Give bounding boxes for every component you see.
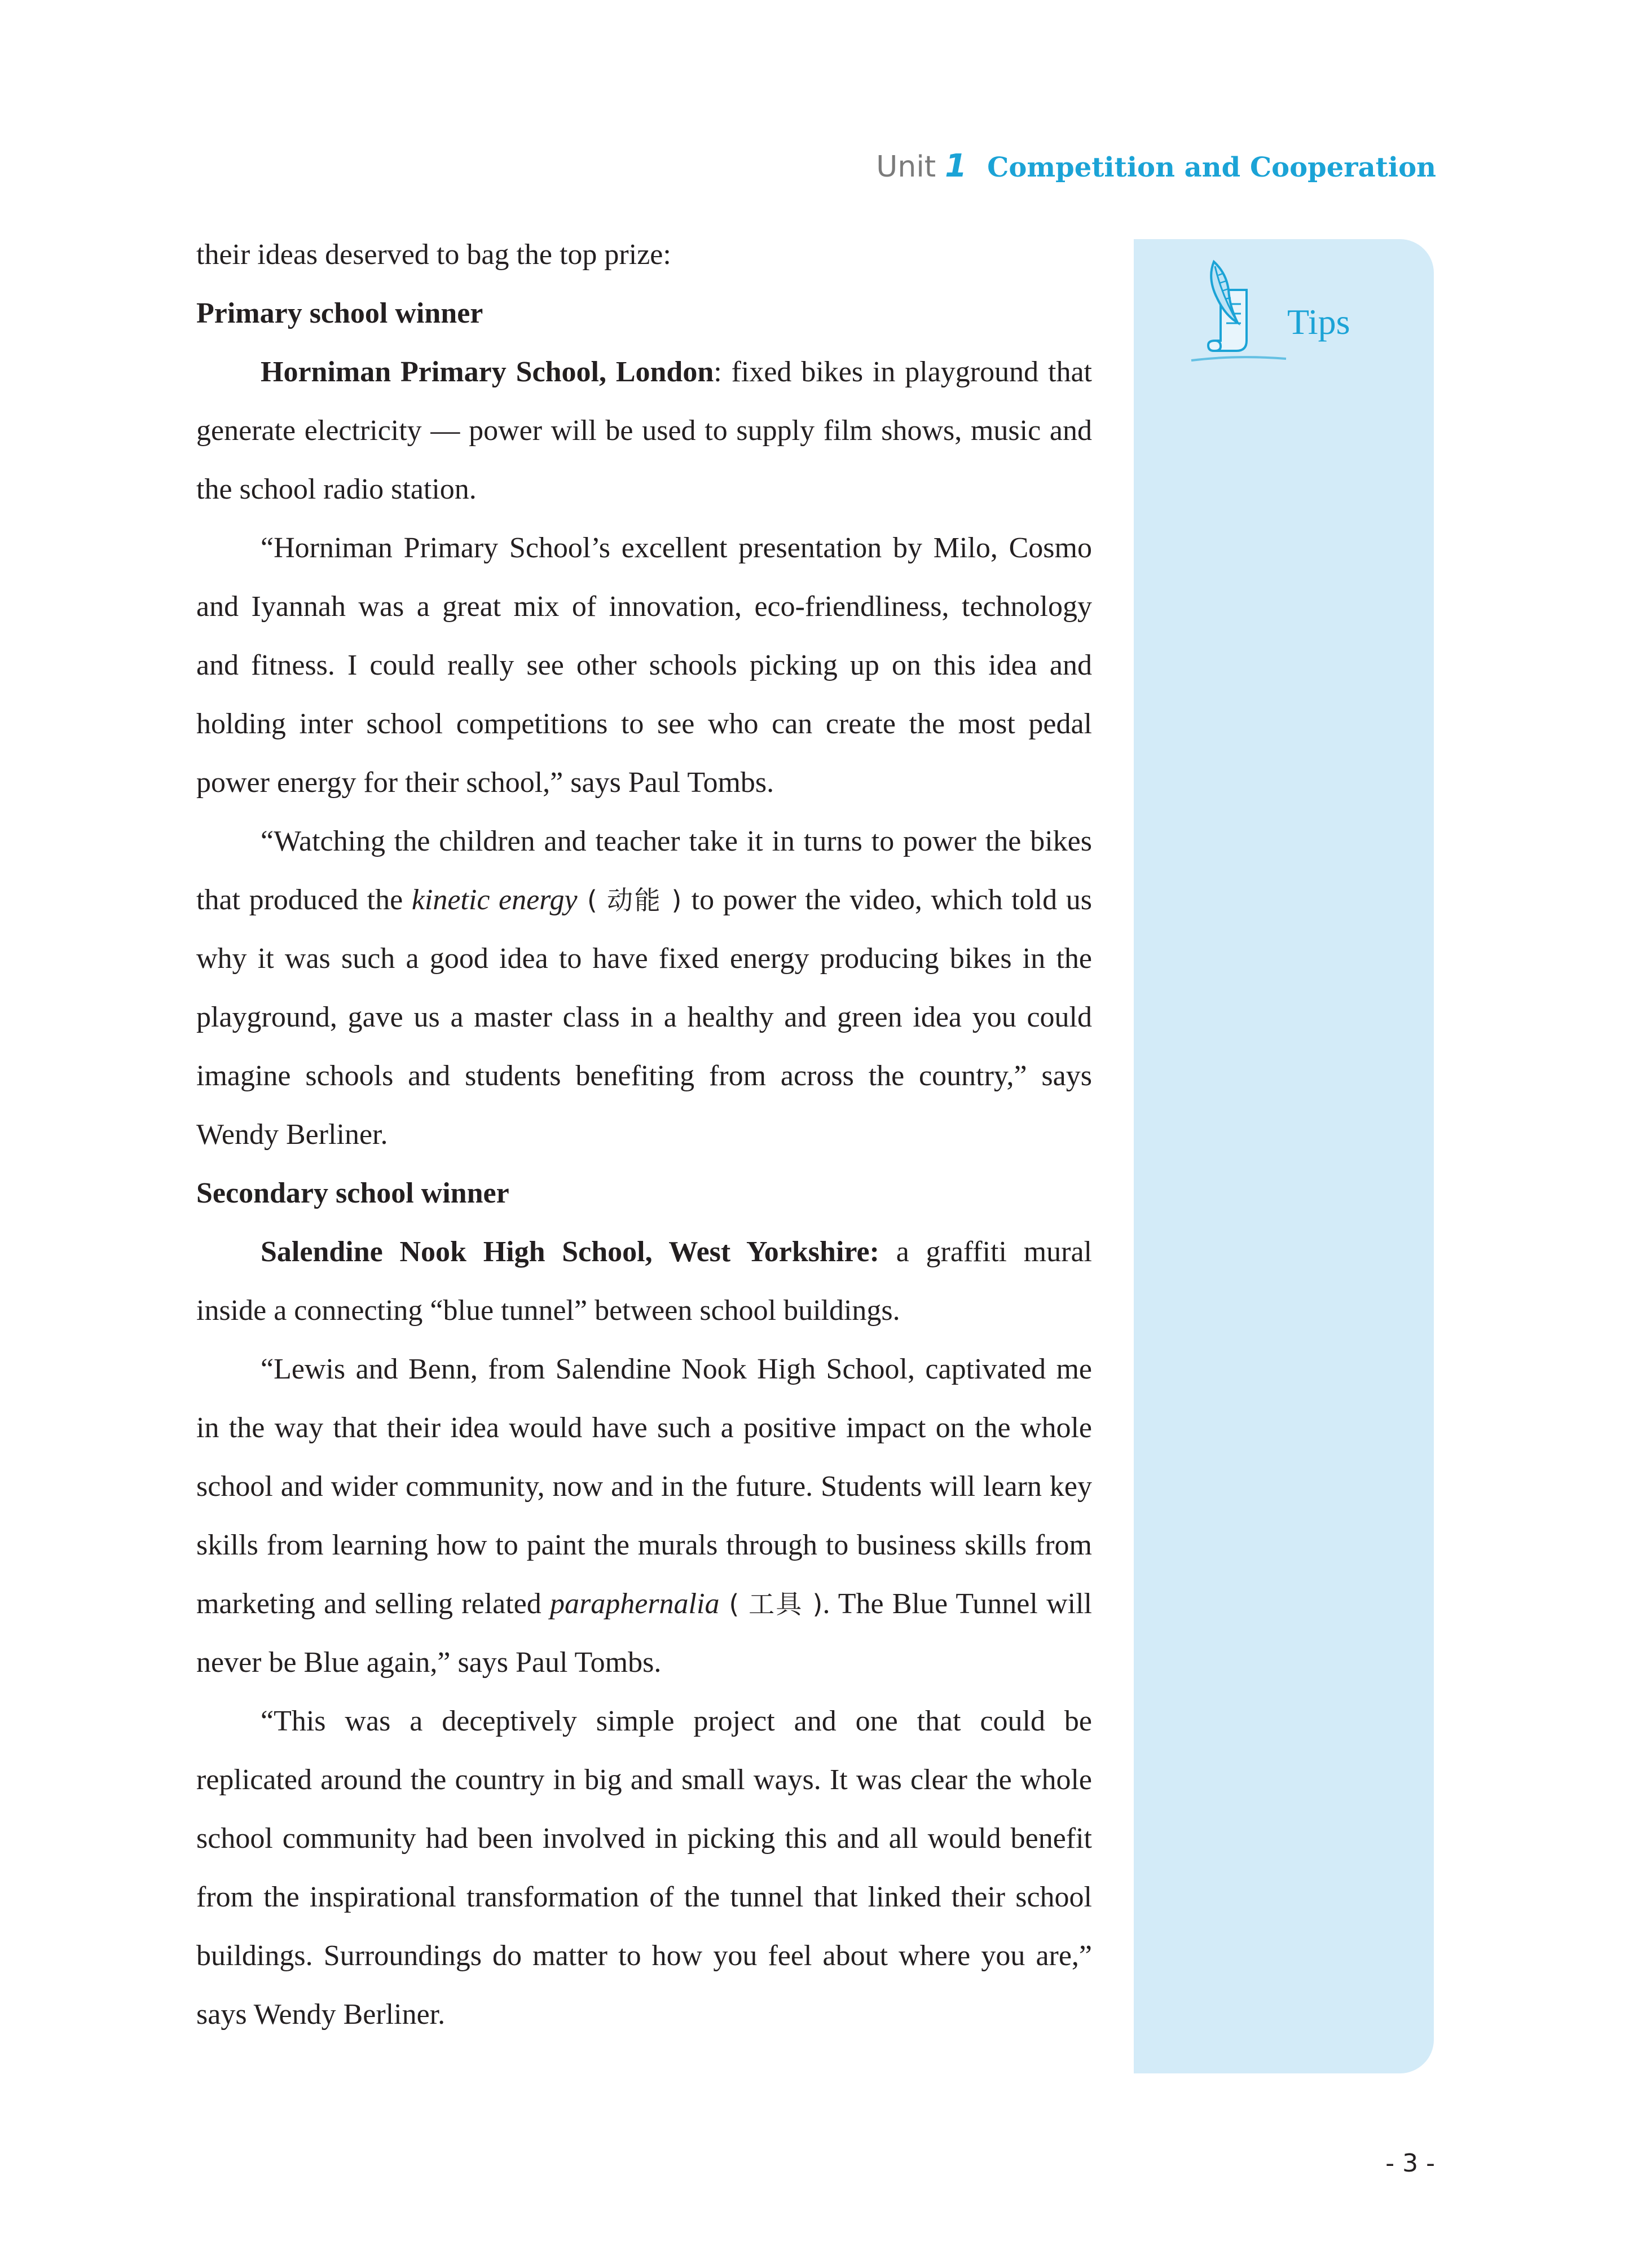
tips-sidebar [1134, 239, 1434, 2073]
quote-paragraph-1: “Horniman Primary School’s excellent presentation by Milo, Cosmo and Iyannah was a great mix of innovation, eco-friendliness, technology and fitness. I could really see other schools picking up on this idea and holding inter school competitions to see who can create the most pedal power energy for their school,” says Paul Tombs. [196, 532, 1092, 799]
quote2-part-b: to power the video, which told us why it was such a good idea to have fixed energy producing bikes in the playground, gave us a master class in a healthy and green idea you could imagine schools and students benefiting from across the country,” says Wendy Berliner. [196, 884, 1092, 1151]
secondary-school-name: Salendine Nook High School, West Yorkshire: [261, 1236, 879, 1268]
unit-word: Unit [876, 150, 936, 184]
quill-scroll-icon [1186, 256, 1287, 369]
quote-paragraph-4: “This was a deceptively simple project and one that could be replicated around the country in big and small ways. It was clear the whole school community had been involved in picking this and all would benefit from the inspirational transformation of the tunnel that linked their school buildings. Surroundings do matter to how you feel about where you are,” says Wendy Berliner. [196, 1705, 1092, 2031]
primary-school-desc: : fixed bikes in playground that generate electricity — power will be used to supply film shows, music and the school radio station. [196, 356, 1092, 505]
primary-winner-paragraph [196, 343, 1092, 519]
quote3-part-b: . The Blue Tunnel will never be Blue again,” says Paul Tombs. [196, 1588, 1092, 1679]
secondary-heading: Secondary school winner [196, 1177, 509, 1209]
paraphernalia-gloss: ( 工具 ) [719, 1589, 823, 1619]
paraphernalia-term: paraphernalia [550, 1588, 720, 1620]
secondary-school-desc: a graffiti mural inside a connecting “blue tunnel” between school buildings. [196, 1236, 1092, 1327]
primary-school-name: Horniman Primary School, London [261, 356, 714, 388]
quote-paragraph-3 [196, 1340, 1092, 1692]
unit-number: 1 [945, 148, 967, 184]
unit-title: Competition and Cooperation [987, 152, 1436, 183]
quote2-part-a: “Watching the children and teacher take it in turns to power the bikes that produced the [196, 825, 1092, 916]
page-number: - 3 - [1385, 2149, 1435, 2178]
primary-heading: Primary school winner [196, 297, 483, 329]
quote-paragraph-2 [196, 812, 1092, 1164]
tips-label: Tips [1287, 302, 1350, 342]
intro-line: their ideas deserved to bag the top prize: [196, 239, 671, 271]
kinetic-energy-gloss: ( 动能 ) [577, 885, 692, 915]
secondary-winner-paragraph [196, 1223, 1092, 1340]
article-body [196, 226, 1092, 2044]
kinetic-energy-term: kinetic energy [411, 884, 578, 916]
running-header [876, 148, 1436, 184]
quote3-part-a: “Lewis and Benn, from Salendine Nook High School, captivated me in the way that their idea would have such a positive impact on the whole school and wider community, now and in the future. Students will learn key skills from learning how to paint the murals through to business skills from marketing and selling related [196, 1353, 1092, 1620]
